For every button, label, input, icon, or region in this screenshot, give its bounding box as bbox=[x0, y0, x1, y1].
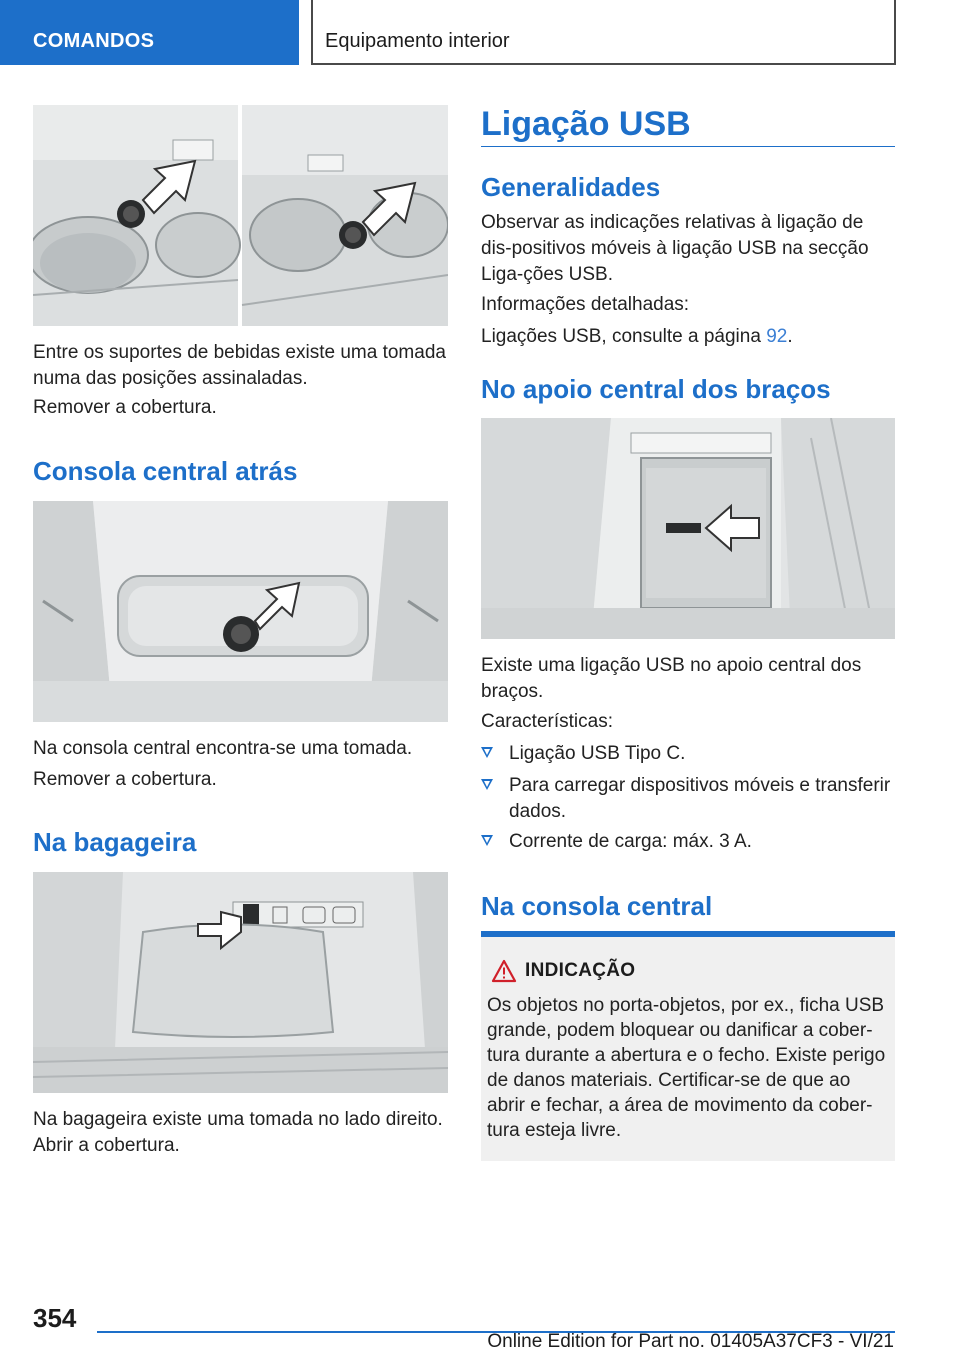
details-end: . bbox=[787, 326, 793, 347]
triangle-bullet-icon bbox=[481, 779, 493, 790]
section-tab bbox=[0, 0, 299, 65]
feature-item bbox=[481, 773, 895, 825]
chapter-header bbox=[311, 0, 896, 65]
general-text: Observar as indicações relativas à ligação de dis-positivos móveis à ligação USB na secção Liga-ções USB. bbox=[481, 212, 869, 285]
details-text: Ligações USB, consulte a página bbox=[481, 326, 767, 347]
armrest-usb-image bbox=[481, 418, 895, 639]
chapter-title: Equipamento interior bbox=[325, 30, 510, 52]
cupholder-caption-action: Remover a cobertura. bbox=[33, 397, 217, 418]
triangle-bullet-icon bbox=[481, 835, 493, 846]
cupholder-socket-image bbox=[33, 105, 448, 326]
features-label: Características: bbox=[481, 711, 613, 732]
title-rule bbox=[481, 146, 895, 147]
details-label: Informações detalhadas: bbox=[481, 294, 690, 315]
heading-armrest: No apoio central dos braços bbox=[481, 374, 831, 404]
page-link[interactable]: 92 bbox=[766, 326, 788, 347]
heading-general: Generalidades bbox=[481, 172, 661, 202]
page-number: 354 bbox=[33, 1303, 77, 1333]
rear-console-caption: Na consola central encontra-se uma tomada. bbox=[33, 738, 413, 759]
heading-center-console: Na consola central bbox=[481, 891, 713, 921]
rear-console-caption-action: Remover a cobertura. bbox=[33, 769, 217, 790]
armrest-text: Existe uma ligação USB no apoio central dos braços. bbox=[481, 655, 862, 702]
heading-trunk: Na bagageira bbox=[33, 827, 197, 857]
trunk-caption-action: Abrir a cobertura. bbox=[33, 1135, 180, 1156]
trunk-caption: Na bagageira existe uma tomada no lado direito. bbox=[33, 1109, 443, 1130]
heading-rear-console: Consola central atrás bbox=[33, 456, 298, 486]
notice-text: Os objetos no porta-objetos, por ex., ficha USB grande, podem bloquear ou danificar a cober-tura durante a abertura e o fecho. Existe perigo de danos materiais. Certificar-se de que ao abrir e fechar, a área de movimento da cober-tura esteja livre. bbox=[487, 995, 886, 1141]
feature-text: Para carregar dispositivos móveis e transferir dados. bbox=[509, 775, 891, 822]
trunk-socket-image bbox=[33, 872, 448, 1093]
details-line bbox=[481, 324, 895, 350]
notice-title: INDICAÇÃO bbox=[525, 960, 636, 981]
section-title: COMANDOS bbox=[33, 30, 155, 52]
rear-console-socket-image bbox=[33, 501, 448, 722]
edition-info: Online Edition for Part no. 01405A37CF3 - VI/21 bbox=[487, 1331, 894, 1352]
notice-box bbox=[481, 931, 895, 1161]
feature-text: Ligação USB Tipo C. bbox=[509, 743, 686, 764]
feature-text: Corrente de carga: máx. 3 A. bbox=[509, 831, 752, 852]
feature-item bbox=[481, 829, 895, 855]
warning-triangle-icon bbox=[491, 959, 517, 983]
cupholder-caption: Entre os suportes de bebidas existe uma tomada numa das posições assinaladas. bbox=[33, 342, 446, 389]
page-title: Ligação USB bbox=[481, 105, 691, 143]
triangle-bullet-icon bbox=[481, 747, 493, 758]
feature-item bbox=[481, 741, 895, 767]
